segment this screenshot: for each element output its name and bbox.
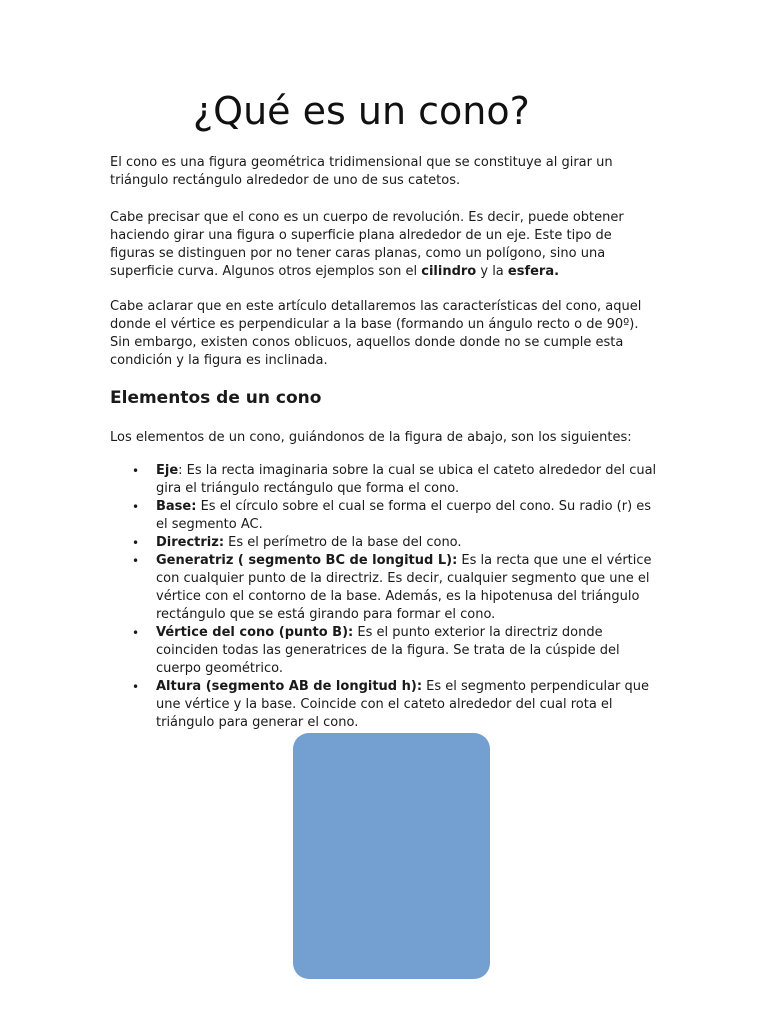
section-heading: Elementos de un cono	[110, 388, 322, 408]
bullet-icon: •	[132, 500, 140, 514]
list-item-text: Es el punto exterior la directriz donde coinciden todas las generatrices de la figura. Se trata de la cúspide del cuerpo geométrico.	[156, 625, 620, 676]
list-item-text: : Es la recta imaginaria sobre la cual se ubica el cateto alrededor del cual gira el triángulo rectángulo que forma el cono.	[156, 463, 657, 496]
bullet-icon: •	[132, 680, 140, 694]
list-item-vertice	[110, 624, 658, 678]
bullet-icon: •	[132, 464, 140, 478]
list-item-text: Es el segmento perpendicular que une vértice y la base. Coincide con el cateto alrededor del cual rota el triángulo para generar el cono.	[156, 679, 650, 730]
section-intro: Los elementos de un cono, guiándonos de la figura de abajo, son los siguientes:	[110, 430, 632, 445]
intro-paragraph: El cono es una figura geométrica tridimensional que se constituye al girar un triángulo rectángulo alrededor de uno de sus catetos.	[110, 155, 613, 188]
page-title: ¿Qué es un cono?	[193, 89, 530, 133]
revolution-paragraph	[110, 209, 658, 281]
sphere-term: esfera.	[507, 264, 560, 279]
list-item-text: Es el círculo sobre el cual se forma el cuerpo del cono. Su radio (r) es el segmento AC.	[156, 499, 652, 532]
list-item-term: Generatriz ( segmento BC de longitud L):	[156, 553, 458, 568]
list-item-generatriz	[110, 552, 658, 624]
list-item-text: Es la recta que une el vértice con cualquier punto de la directriz. Es decir, cualquier segmento que une el vértice con el contorno de la base. Además, es la hipotenusa del triángulo rectángulo que se está girando para formar el cono.	[156, 553, 652, 622]
bullet-icon: •	[132, 536, 140, 550]
bullet-icon: •	[132, 626, 140, 640]
list-item-base	[110, 498, 658, 534]
list-item-text: Es el perímetro de la base del cono.	[224, 535, 462, 550]
cylinder-term: cilindro	[421, 264, 477, 279]
list-item-directriz	[110, 534, 658, 552]
list-item-term: Base:	[156, 499, 197, 514]
bullet-icon: •	[132, 554, 140, 568]
oblique-cones-paragraph: Cabe aclarar que en este artículo detallaremos las características del cono, aquel donde el vértice es perpendicular a la base (formando un ángulo recto o de 90º). Sin embargo, existen conos oblicuos, aquellos donde donde no se cumple esta condición y la figura es inclinada.	[110, 299, 642, 368]
list-item-term: Directriz:	[156, 535, 225, 550]
list-item-term: Altura (segmento AB de longitud h):	[156, 679, 423, 694]
list-item-term: Vértice del cono (punto B):	[156, 625, 354, 640]
revolution-text: Cabe precisar que el cono es un cuerpo de revolución. Es decir, puede obtener haciendo girar una figura o superficie plana alrededor de un eje. Este tipo de figuras se distinguen por no tener caras planas, como un polígono, sino una superficie curva. Algunos otros ejemplos son el	[110, 210, 624, 279]
list-item-altura	[110, 678, 658, 732]
list-item-eje	[110, 462, 658, 498]
cone-figure-placeholder	[293, 733, 490, 979]
list-item-term: Eje	[156, 463, 179, 478]
elements-list	[110, 462, 658, 732]
revolution-connector: y la	[476, 264, 508, 279]
